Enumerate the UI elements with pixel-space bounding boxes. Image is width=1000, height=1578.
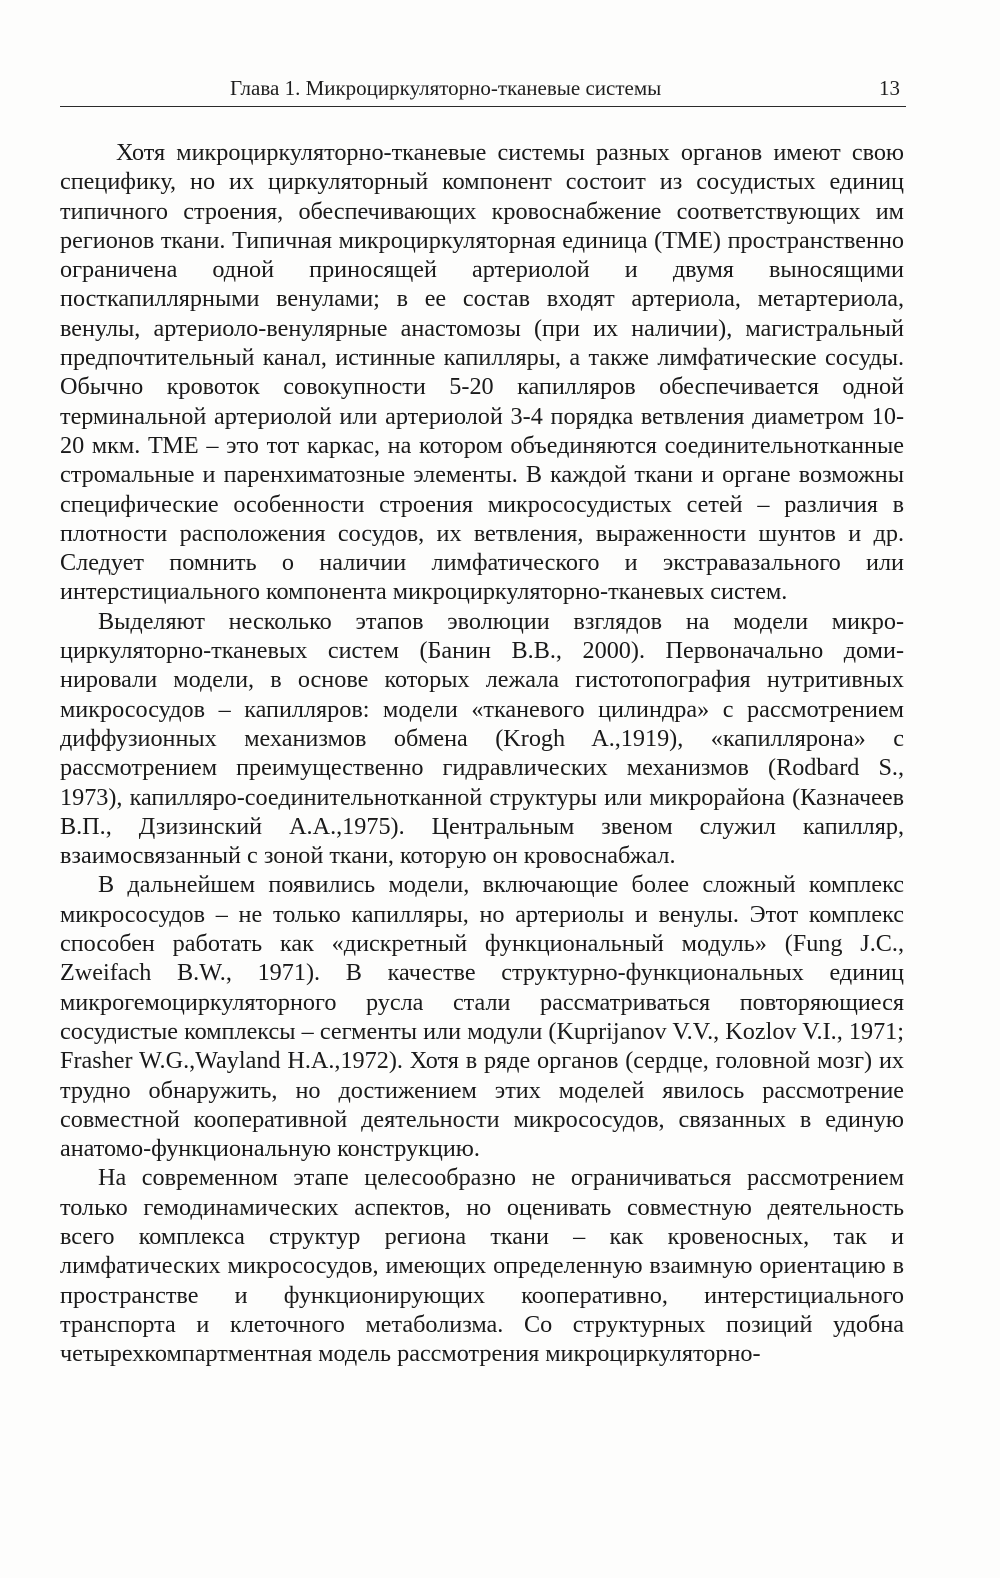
chapter-title: Глава 1. Микроциркуляторно-тканевые системы bbox=[230, 76, 662, 100]
body-text bbox=[60, 138, 904, 1368]
paragraph-4: На современном этапе целесообразно не ограничиваться рассмотрением только гемодинамических аспектов, но оценивать совместную деятельность всего комплекса структур региона ткани – как кровеносных, так и лимфатических микрососудов, имеющих определенную взаимную ориентацию в пространстве и функционирующих кооперативно, интерстициального транспорта и клеточного метаболизма. Со структурных позиций удобна четырехкомпартментная модель рассмотрения микроциркуляторно- bbox=[60, 1164, 904, 1368]
page-number: 13 bbox=[879, 76, 900, 100]
paragraph-1: Хотя микроциркуляторно-тканевые системы разных органов имеют свою специфику, но их циркуляторный компонент состоит из сосудистых единиц типичного строения, обеспечивающих кровоснабжение соответствующих им регионов ткани. Типичная микроциркуляторная единица (ТМЕ) пространственно ограничена одной приносящей артериолой и двумя выносящими посткапиллярными венулами; в ее состав входят артериола, метартериола, венулы, артериоло-венулярные анастомозы (при их наличии), магистральный предпочтительный канал, истинные капилляры, а также лимфатические сосуды. Обычно кровоток совокупности 5-20 капилляров обеспечивается одной терминальной артериолой или артериолой 3-4 порядка ветвления диаметром 10-20 мкм. ТМЕ – это тот каркас, на котором объединяются соединительнотканные стромальные и паренхиматозные элементы. В каждой ткани и органе возможны специфические особенности строения микрососудистых сетей – различия в плотности расположения сосудов, их ветвления, выраженности шунтов и др. Следует помнить о наличии лимфатического и экстравазального или интерстициального компонента микроциркуляторно-тканевых систем. bbox=[60, 139, 904, 606]
paragraph-2: Выделяют несколько этапов эволюции взглядов на модели микроциркуляторно-тканевых систем (Банин В.В., 2000). Первоначально доминировали модели, в основе которых лежала гистотопография нутритивных микрососудов – капилляров: модели «тканевого цилиндра» с рассмотрением диффузионных механизмов обмена (Krogh A.,1919), «капиллярона» с рассмотрением преимущественно гидравлических механизмов (Rodbard S., 1973), капилляро-соединительнотканной структуры или микрорайона (Казначеев В.П., Дзизинский А.А.,1975). Центральным звеном служил капилляр, взаимосвязанный с зоной ткани, которую он кровоснабжал. bbox=[60, 607, 904, 870]
running-header bbox=[60, 72, 906, 107]
paragraph-3: В дальнейшем появились модели, включающие более сложный комплекс микрососудов – не только капилляры, но артериолы и венулы. Этот комплекс способен работать как «дискретный функциональный модуль» (Fung J.C., Zweifach B.W., 1971). В качестве структурно-функциональных единиц микрогемоциркуляторного русла стали рассматриваться повторяющиеся сосудистые комплексы – сегменты или модули (Kuprijanov V.V., Kozlov V.I., 1971; Frasher W.G.,Wayland H.A.,1972). Хотя в ряде органов (сердце, головной мозг) их трудно обнаружить, но достижением этих моделей явилось рассмотрение совместной кооперативной деятельности микрососудов, связанных в единую анатомо-функциональную конструкцию. bbox=[60, 871, 904, 1163]
